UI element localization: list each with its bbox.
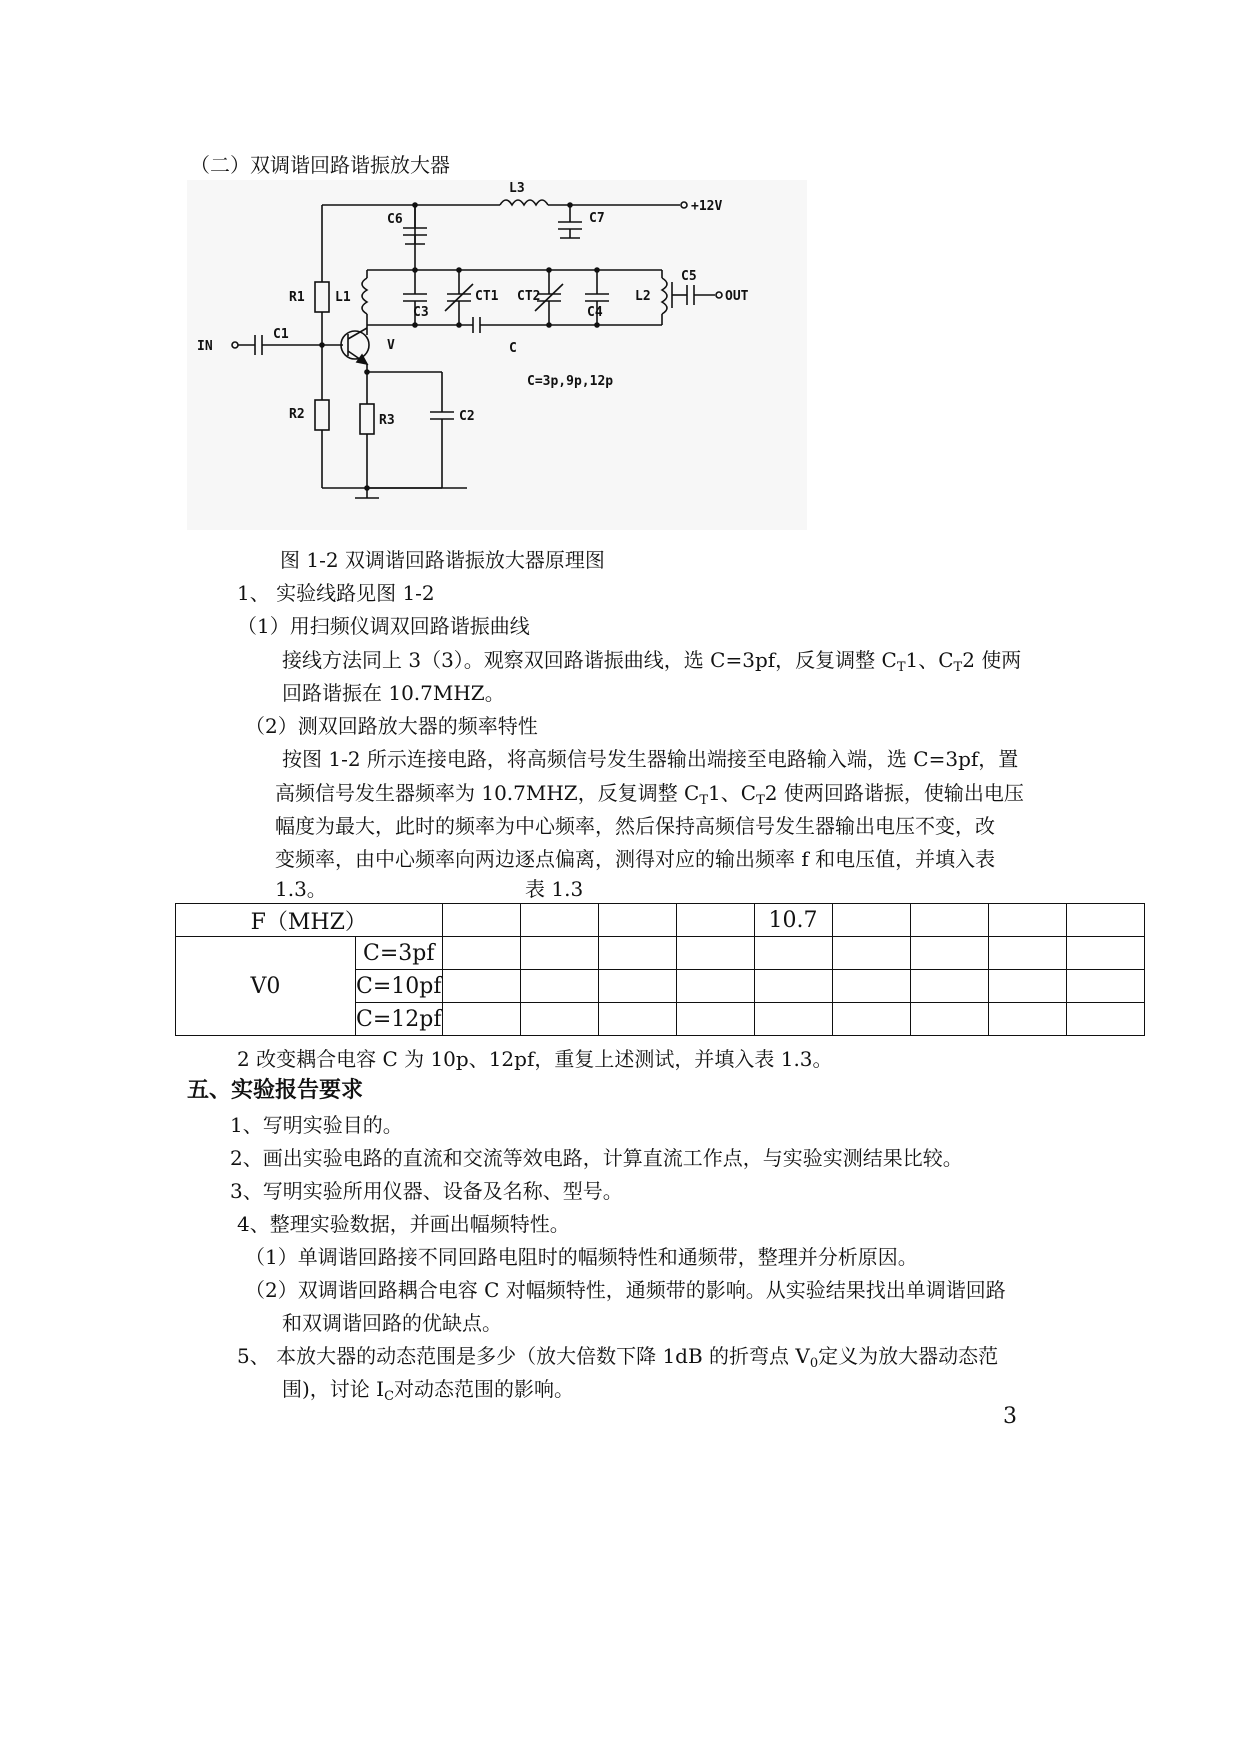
report-heading: 五、实验报告要求: [187, 1078, 364, 1103]
table-cell: [832, 970, 910, 1003]
step-1-2-title: （2）测双回路放大器的频率特性: [245, 714, 538, 738]
label-c-values: C=3p,9p,12p: [527, 374, 614, 389]
table-cell: [910, 970, 988, 1003]
table-cell: [1066, 937, 1144, 970]
table-cell: [754, 1003, 832, 1036]
label-r3: R3: [379, 413, 395, 428]
label-c7: C7: [589, 211, 605, 226]
label-l2: L2: [635, 289, 651, 304]
step-2: 2 改变耦合电容 C 为 10p、12pf，重复上述测试，并填入表 1.3。: [237, 1047, 833, 1071]
report-item-3: 3、写明实验所用仪器、设备及名称、型号。: [230, 1179, 623, 1203]
report-item-4-2b: 和双调谐回路的优缺点。: [282, 1311, 502, 1335]
step-1-2-line-3: 幅度为最大，此时的频率为中心频率，然后保持高频信号发生器输出电压不变，改: [275, 814, 995, 838]
v0-header: V0: [176, 937, 356, 1036]
table-cell: [910, 904, 988, 937]
label-c2: C2: [459, 409, 475, 424]
label-ct1: CT1: [475, 289, 499, 304]
report-item-4-1: （1）单调谐回路接不同回路电阻时的幅频特性和通频带，整理并分析原因。: [245, 1245, 918, 1269]
table-row: [176, 904, 1145, 937]
label-ct2: CT2: [517, 289, 541, 304]
table-cell: [754, 970, 832, 1003]
label-c3: C3: [413, 305, 429, 320]
step-1: 1、 实验线路见图 1-2: [237, 581, 435, 605]
table-cell: [832, 904, 910, 937]
table-cell: [598, 937, 676, 970]
report-item-4: 4、整理实验数据，并画出幅频特性。: [237, 1212, 570, 1236]
table-cell: [910, 937, 988, 970]
table-cell: [676, 1003, 754, 1036]
label-l3: L3: [509, 181, 525, 196]
row-label: C=3pf: [356, 937, 443, 970]
step-1-2-line-5: 1.3。: [275, 877, 327, 901]
label-c: C: [509, 341, 517, 356]
figure-caption: 图 1-2 双调谐回路谐振放大器原理图: [280, 548, 605, 572]
step-1-2-line-1: 按图 1-2 所示连接电路，将高频信号发生器输出端接至电路输入端，选 C=3pf，置: [282, 747, 1019, 771]
table-cell: [1066, 904, 1144, 937]
step-1-1-line-2: 回路谐振在 10.7MHZ。: [282, 681, 505, 705]
table-cell: [442, 937, 520, 970]
report-item-2: 2、画出实验电路的直流和交流等效电路，计算直流工作点，与实验实测结果比较。: [230, 1146, 963, 1170]
label-c5: C5: [681, 269, 697, 284]
table-cell: [988, 937, 1066, 970]
table-cell: [442, 1003, 520, 1036]
report-item-5b: 围)，讨论 $I_C$对动态范围的影响。: [282, 1377, 575, 1404]
table-cell: [988, 1003, 1066, 1036]
label-in: IN: [197, 339, 213, 354]
table-cell: [676, 904, 754, 937]
label-r2: R2: [289, 407, 305, 422]
table-cell: [676, 937, 754, 970]
report-item-1: 1、写明实验目的。: [230, 1113, 403, 1137]
label-vcc: +12V: [691, 199, 723, 214]
table-cell: [754, 937, 832, 970]
data-table: [175, 903, 1145, 1036]
label-c1: C1: [273, 327, 289, 342]
circuit-diagram: [187, 180, 807, 530]
f-header: F（MHZ）: [176, 904, 443, 937]
table-cell: [520, 937, 598, 970]
label-c6: C6: [387, 212, 403, 227]
label-c4: C4: [587, 305, 603, 320]
table-cell: [520, 1003, 598, 1036]
label-l1: L1: [335, 290, 351, 305]
table-cell: [598, 970, 676, 1003]
center-frequency-cell: 10.7: [754, 904, 832, 937]
table-cell: [910, 1003, 988, 1036]
row-label: C=12pf: [356, 1003, 443, 1036]
report-item-4-2a: （2）双调谐回路耦合电容 C 对幅频特性，通频带的影响。从实验结果找出单调谐回路: [245, 1278, 1006, 1302]
step-1-1-line-1: 接线方法同上 3（3）。观察双回路谐振曲线，选 C=3pf，反复调整 $C_T1$、$C_T2$ 使两: [282, 648, 1022, 675]
page-number: 3: [1003, 1404, 1017, 1429]
table-cell: [988, 970, 1066, 1003]
row-label: C=10pf: [356, 970, 443, 1003]
table-row: [176, 937, 1145, 970]
table-cell: [442, 904, 520, 937]
label-out: OUT: [725, 289, 749, 304]
step-1-1-title: （1）用扫频仪调双回路谐振曲线: [237, 614, 530, 638]
table-cell: [520, 970, 598, 1003]
step-1-2-line-2: 高频信号发生器频率为 10.7MHZ，反复调整 $C_T1$、$C_T2$ 使两回路谐振，使输出电压: [275, 781, 1024, 808]
table-cell: [598, 904, 676, 937]
report-item-5a: 5、 本放大器的动态范围是多少（放大倍数下降 1dB 的折弯点 $V_0$定义为放大器动态范: [237, 1344, 999, 1371]
table-cell: [676, 970, 754, 1003]
label-v: V: [387, 338, 395, 353]
table-cell: [832, 1003, 910, 1036]
table-cell: [1066, 1003, 1144, 1036]
table-cell: [988, 904, 1066, 937]
table-cell: [442, 970, 520, 1003]
table-cell: [1066, 970, 1144, 1003]
label-r1: R1: [289, 290, 305, 305]
table-cell: [832, 937, 910, 970]
section-title: （二）双调谐回路谐振放大器: [190, 153, 450, 177]
step-1-2-line-4: 变频率，由中心频率向两边逐点偏离，测得对应的输出频率 f 和电压值，并填入表: [275, 847, 996, 871]
table-caption: 表 1.3: [525, 877, 584, 901]
table-cell: [520, 904, 598, 937]
table-cell: [598, 1003, 676, 1036]
